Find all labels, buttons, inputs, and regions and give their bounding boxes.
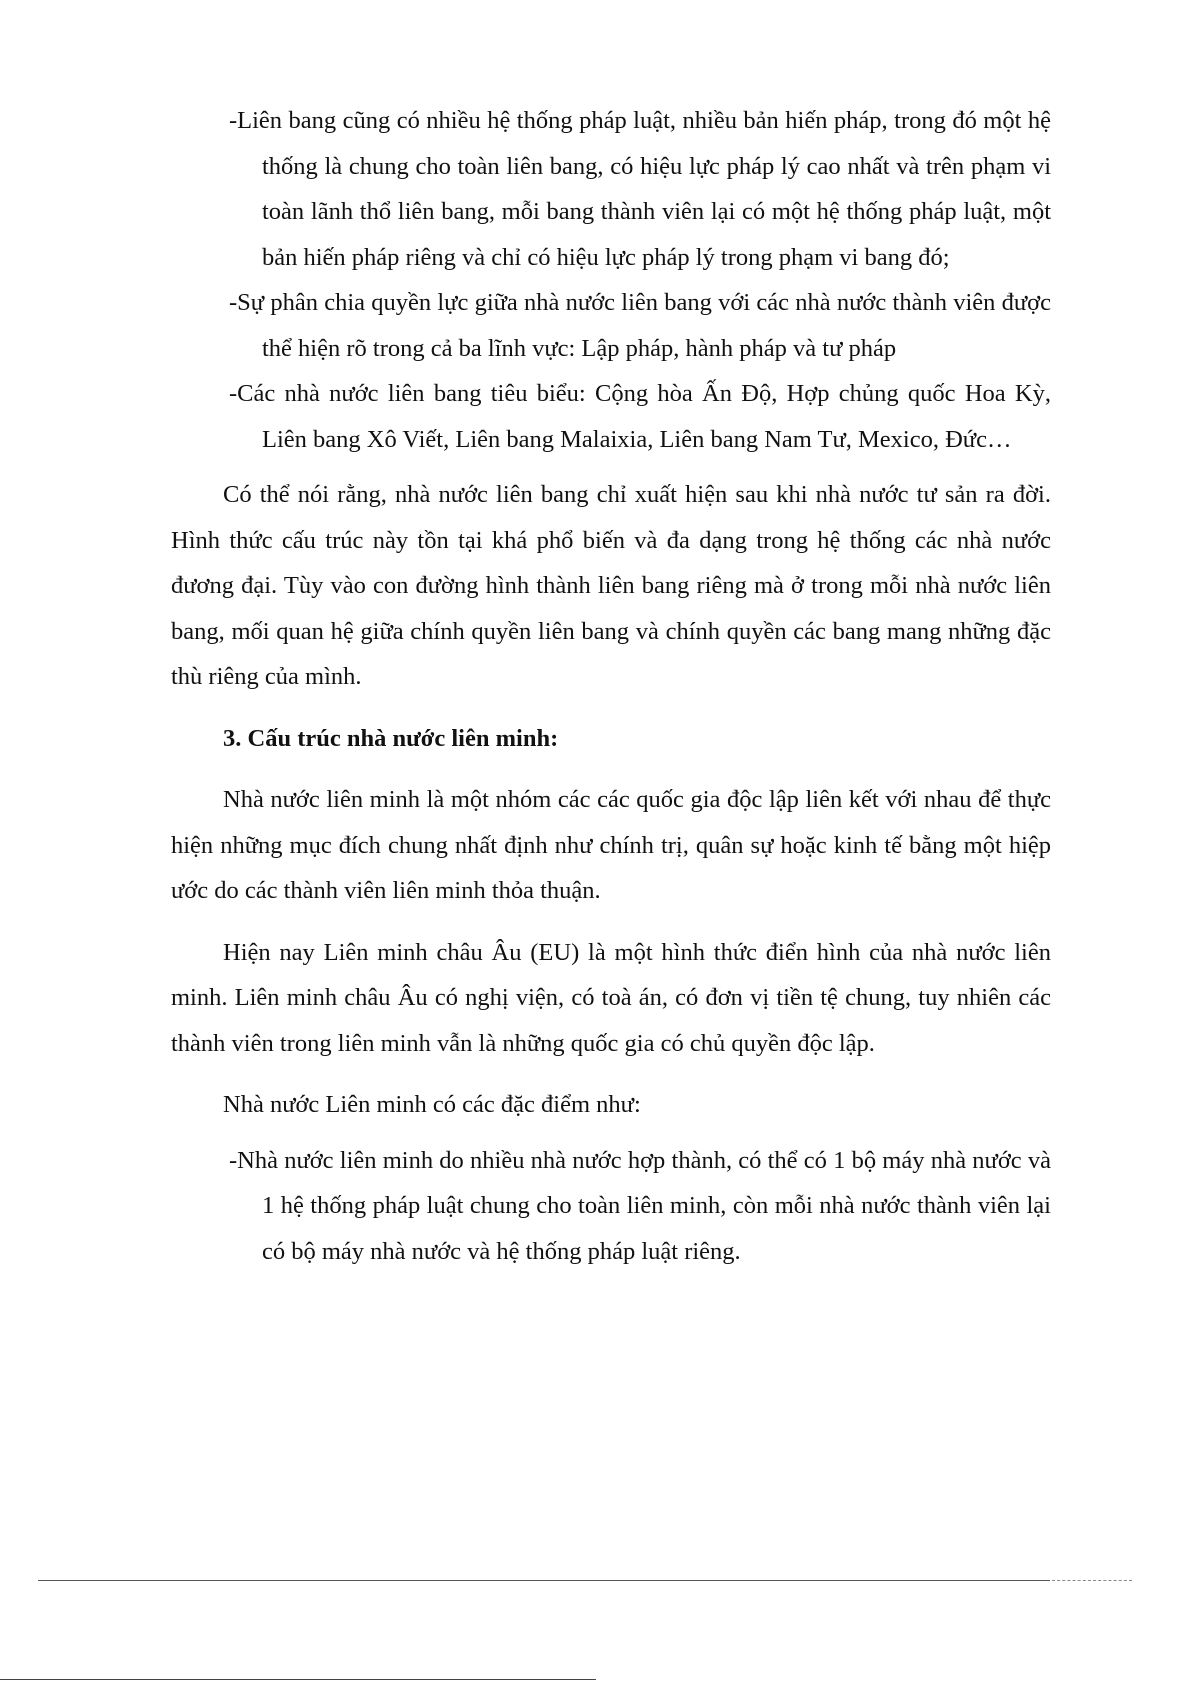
bottom-edge-divider	[0, 1679, 596, 1680]
paragraph-confederation-features-intro: Nhà nước Liên minh có các đặc điểm như:	[223, 1091, 641, 1118]
footer-dashed-divider	[1052, 1580, 1132, 1581]
spacer	[171, 700, 1051, 716]
spacer	[171, 914, 1051, 930]
page-body	[171, 98, 1051, 1274]
paragraph-eu-example: Hiện nay Liên minh châu Âu (EU) là một hình thức điển hình của nhà nước liên minh. Liên minh châu Âu có nghị viện, có toà án, có đơn vị tiền tệ chung, tuy nhiên các thành viên trong liên minh vẫn là những quốc gia có chủ quyền độc lập.	[171, 938, 1051, 1057]
bullet-separation-of-powers: -Sự phân chia quyền lực giữa nhà nước liên bang với các nhà nước thành viên được thể hiện rõ trong cả ba lĩnh vực: Lập pháp, hành pháp và tư pháp	[229, 289, 1051, 362]
bullet-confederation-structure: -Nhà nước liên minh do nhiều nhà nước hợp thành, có thể có 1 bộ máy nhà nước và 1 hệ thống pháp luật chung cho toàn liên minh, còn mỗi nhà nước thành viên lại có bộ máy nhà nước và hệ thống pháp luật riêng.	[229, 1146, 1051, 1265]
paragraph-federal-summary: Có thể nói rằng, nhà nước liên bang chỉ xuất hiện sau khi nhà nước tư sản ra đời. Hình thức cấu trúc này tồn tại khá phổ biến và đa dạng trong hệ thống các nhà nước đương đại. Tùy vào con đường hình thành liên bang riêng mà ở trong mỗi nhà nước liên bang, mối quan hệ giữa chính quyền liên bang và chính quyền các bang mang những đặc thù riêng của mình.	[171, 481, 1051, 690]
paragraph-confederation-definition: Nhà nước liên minh là một nhóm các các quốc gia độc lập liên kết với nhau để thực hiện những mục đích chung nhất định như chính trị, quân sự hoặc kinh tế bằng một hiệp ước do các thành viên liên minh thỏa thuận.	[171, 786, 1051, 904]
section-heading-confederation: 3. Cấu trúc nhà nước liên minh:	[223, 724, 559, 752]
bullet-federal-legal-systems: -Liên bang cũng có nhiều hệ thống pháp luật, nhiều bản hiến pháp, trong đó một hệ thống là chung cho toàn liên bang, có hiệu lực pháp lý cao nhất và trên phạm vi toàn lãnh thổ liên bang, mỗi bang thành viên lại có một hệ thống pháp luật, một bản hiến pháp riêng và chỉ có hiệu lực pháp lý trong phạm vi bang đó;	[229, 107, 1051, 271]
bullet-federal-examples: -Các nhà nước liên bang tiêu biểu: Cộng hòa Ấn Độ, Hợp chủng quốc Hoa Kỳ, Liên bang Xô Viết, Liên bang Malaixia, Liên bang Nam Tư, Mexico, Đức…	[229, 380, 1051, 453]
spacer	[171, 1128, 1051, 1138]
spacer	[171, 462, 1051, 472]
spacer	[171, 1066, 1051, 1082]
spacer	[171, 761, 1051, 777]
footer-divider	[38, 1580, 1050, 1581]
